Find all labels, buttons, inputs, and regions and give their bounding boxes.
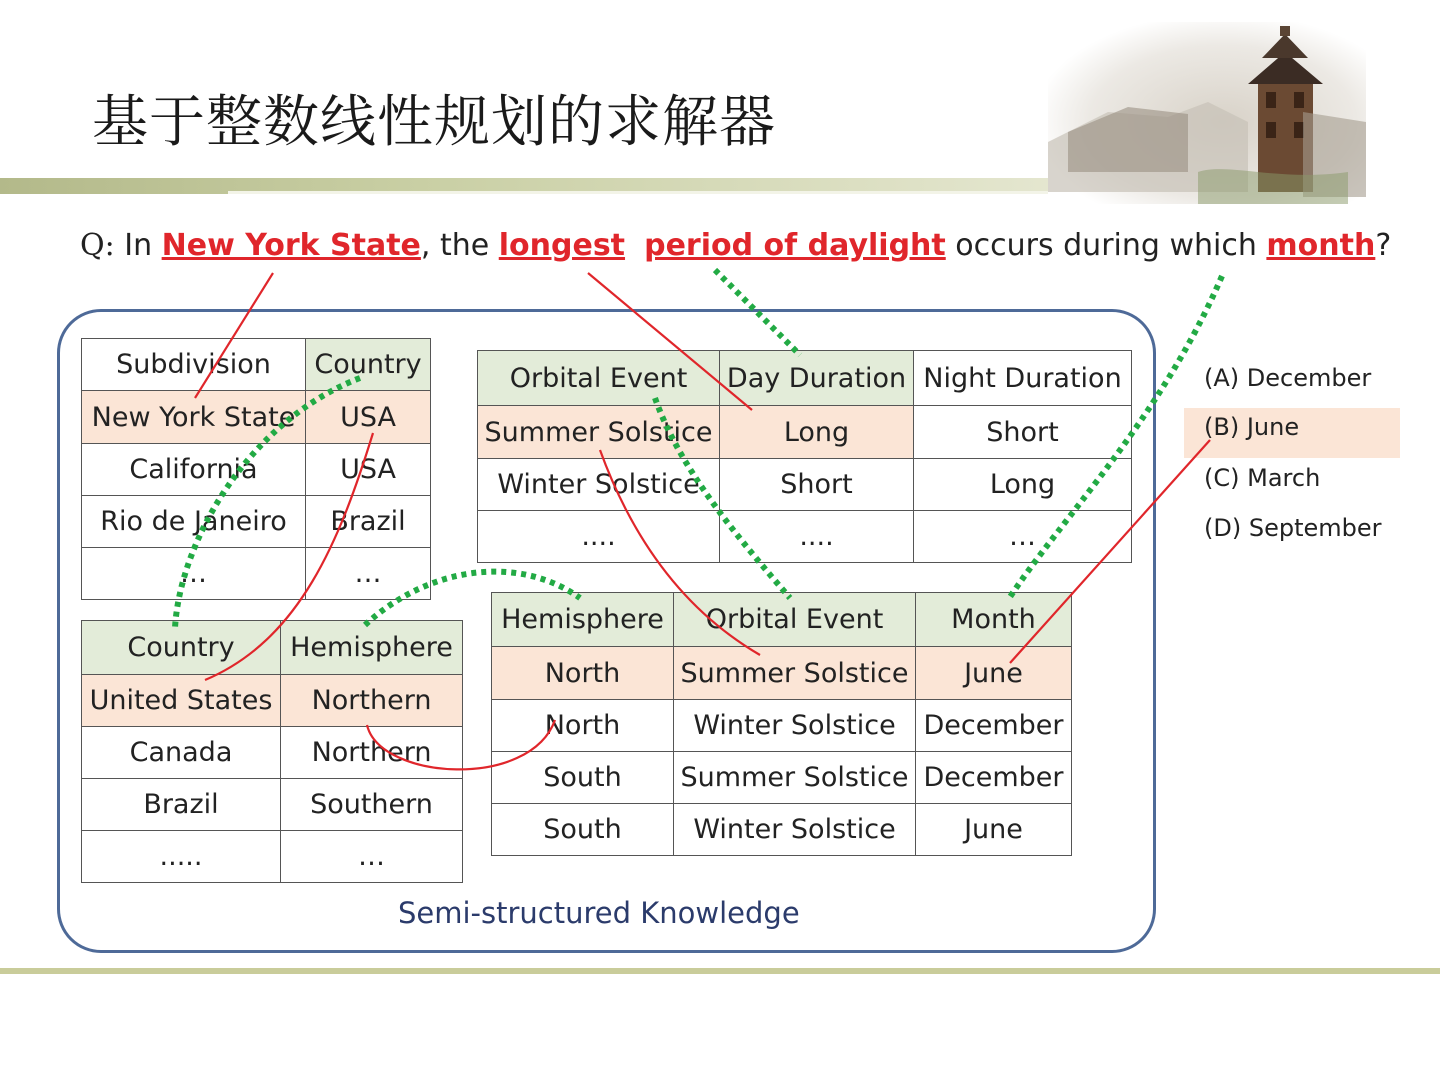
subdivision-table <box>81 338 431 600</box>
table-cell: ..... <box>82 831 281 883</box>
answer-options <box>1184 358 1400 558</box>
table-header-row <box>492 593 1072 647</box>
table-header-row <box>82 339 431 391</box>
table-row <box>82 675 463 727</box>
question-part: occurs during which <box>945 228 1267 263</box>
table-row <box>492 804 1072 856</box>
table-header-row <box>82 621 463 675</box>
question-text <box>80 228 1391 263</box>
table-cell: .... <box>478 511 720 563</box>
table-cell: North <box>492 647 674 700</box>
month-table <box>491 592 1072 856</box>
table-cell: USA <box>306 444 431 496</box>
table-cell: Summer Solstice <box>478 406 720 459</box>
answer-option-b[interactable]: (B) June <box>1184 408 1400 458</box>
table-cell: Short <box>914 406 1132 459</box>
answer-option-c[interactable]: (C) March <box>1204 464 1321 492</box>
answer-option-a[interactable]: (A) December <box>1204 364 1372 392</box>
table-cell: December <box>916 752 1072 804</box>
table-row <box>82 444 431 496</box>
table-row <box>478 406 1132 459</box>
table-cell: .... <box>720 511 914 563</box>
table-header-cell: Hemisphere <box>492 593 674 647</box>
table-cell: Long <box>914 459 1132 511</box>
table-cell: Winter Solstice <box>674 700 916 752</box>
table-row <box>492 700 1072 752</box>
table-cell: Brazil <box>306 496 431 548</box>
question-keyword: New York State <box>161 228 421 263</box>
table-header-cell: Country <box>306 339 431 391</box>
table-cell: June <box>916 804 1072 856</box>
table-cell: USA <box>306 391 431 444</box>
table-cell: Canada <box>82 727 281 779</box>
table-cell: Short <box>720 459 914 511</box>
question-prefix: Q: <box>80 228 115 263</box>
table-cell: Winter Solstice <box>478 459 720 511</box>
table-header-cell: Hemisphere <box>281 621 463 675</box>
table-cell: Brazil <box>82 779 281 831</box>
table-row <box>82 548 431 600</box>
table-cell: South <box>492 752 674 804</box>
table-cell: Winter Solstice <box>674 804 916 856</box>
question-part <box>625 228 644 263</box>
table-header-cell: Orbital Event <box>478 351 720 406</box>
question-keyword: longest <box>498 228 626 263</box>
table-cell: North <box>492 700 674 752</box>
campus-tower-image <box>1048 22 1366 204</box>
country-table <box>81 620 463 883</box>
question-part: ? <box>1375 228 1392 263</box>
table-cell: South <box>492 804 674 856</box>
table-header-cell: Month <box>916 593 1072 647</box>
table-header-cell: Country <box>82 621 281 675</box>
table-header-row <box>478 351 1132 406</box>
table-cell: December <box>916 700 1072 752</box>
table-cell: … <box>281 831 463 883</box>
footer-bar <box>0 968 1440 974</box>
table-row <box>478 459 1132 511</box>
table-cell: United States <box>82 675 281 727</box>
table-row <box>82 727 463 779</box>
table-row <box>492 647 1072 700</box>
knowledge-caption: Semi-structured Knowledge <box>398 896 800 930</box>
table-cell: … <box>306 548 431 600</box>
answer-option-d[interactable]: (D) September <box>1204 514 1382 542</box>
table-cell: New York State <box>82 391 306 444</box>
table-cell: California <box>82 444 306 496</box>
question-keyword: month <box>1266 228 1376 263</box>
orbital-event-table <box>477 350 1132 563</box>
table-cell: June <box>916 647 1072 700</box>
table-cell: Summer Solstice <box>674 752 916 804</box>
question-part: In <box>114 228 162 263</box>
slide-title: 基于整数线性规划的求解器 <box>92 90 776 155</box>
table-cell: Summer Solstice <box>674 647 916 700</box>
table-cell: … <box>914 511 1132 563</box>
table-row <box>82 831 463 883</box>
question-keyword: period of daylight <box>644 228 946 263</box>
table-header-cell: Day Duration <box>720 351 914 406</box>
table-row <box>492 752 1072 804</box>
table-cell: Northern <box>281 675 463 727</box>
title-underline-highlight <box>228 191 1048 194</box>
table-header-cell: Subdivision <box>82 339 306 391</box>
table-row <box>82 779 463 831</box>
table-cell: Long <box>720 406 914 459</box>
table-cell: Rio de Janeiro <box>82 496 306 548</box>
table-header-cell: Orbital Event <box>674 593 916 647</box>
table-row <box>82 496 431 548</box>
table-cell: Northern <box>281 727 463 779</box>
table-cell: Southern <box>281 779 463 831</box>
question-part: , the <box>420 228 499 263</box>
table-row <box>478 511 1132 563</box>
table-row <box>82 391 431 444</box>
table-header-cell: Night Duration <box>914 351 1132 406</box>
table-cell: … <box>82 548 306 600</box>
